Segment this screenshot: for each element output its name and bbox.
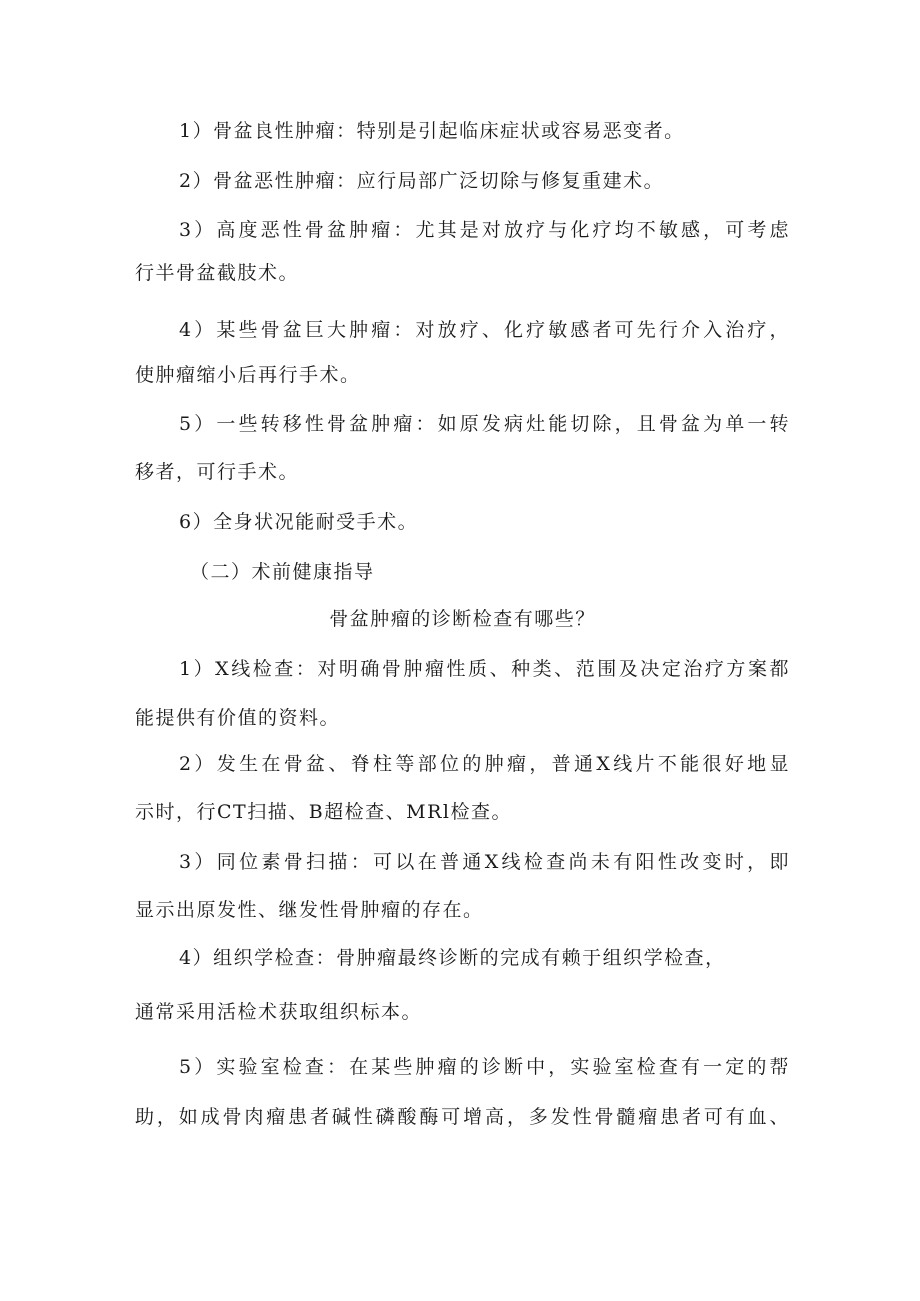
paragraph-5-line-2: 移者，可行手术。	[135, 461, 300, 483]
paragraph-3-line-1: 3）高度恶性骨盆肿瘤：尤其是对放疗与化疗均不敏感，可考虑	[179, 219, 790, 241]
paragraph-2-line-1: 2）骨盆恶性肿瘤：应行局部广泛切除与修复重建术。	[179, 170, 665, 192]
subheading: （二）术前健康指导	[190, 561, 375, 583]
exam-paragraph-4-line-1: 4）组织学检查：骨肿瘤最终诊断的完成有赖于组织学检查，	[179, 947, 726, 969]
paragraph-4-line-2: 使肿瘤缩小后再行手术。	[135, 364, 361, 386]
exam-paragraph-3-line-2: 显示出原发性、继发性骨肿瘤的存在。	[135, 899, 484, 921]
exam-paragraph-5-line-1: 5）实验室检查：在某些肿瘤的诊断中，实验室检查有一定的帮	[179, 1056, 790, 1078]
section-title: 骨盆肿瘤的诊断检查有哪些？	[329, 608, 596, 630]
paragraph-3-line-2: 行半骨盆截肢术。	[135, 262, 300, 284]
paragraph-5-line-1: 5）一些转移性骨盆肿瘤：如原发病灶能切除，且骨盆为单一转	[179, 413, 790, 435]
paragraph-4-line-1: 4）某些骨盆巨大肿瘤：对放疗、化疗敏感者可先行介入治疗，	[179, 319, 790, 341]
exam-paragraph-3-line-1: 3）同位素骨扫描：可以在普通X线检查尚未有阳性改变时，即	[179, 851, 790, 873]
exam-paragraph-2-line-1: 2）发生在骨盆、脊柱等部位的肿瘤，普通X线片不能很好地显	[179, 753, 790, 775]
paragraph-6-line-1: 6）全身状况能耐受手术。	[179, 511, 419, 533]
exam-paragraph-1-line-1: 1）X线检查：对明确骨肿瘤性质、种类、范围及决定治疗方案都	[179, 658, 790, 680]
paragraph-1-line-1: 1）骨盆良性肿瘤：特别是引起临床症状或容易恶变者。	[179, 120, 685, 142]
exam-paragraph-4-line-2: 通常采用活检术获取组织标本。	[135, 1001, 423, 1023]
exam-paragraph-5-line-2: 助，如成骨肉瘤患者碱性磷酸酶可增高，多发性骨髓瘤患者可有血、	[135, 1106, 790, 1128]
exam-paragraph-1-line-2: 能提供有价值的资料。	[135, 707, 341, 729]
exam-paragraph-2-line-2: 示时，行CT扫描、B超检查、MRl检查。	[135, 801, 513, 823]
